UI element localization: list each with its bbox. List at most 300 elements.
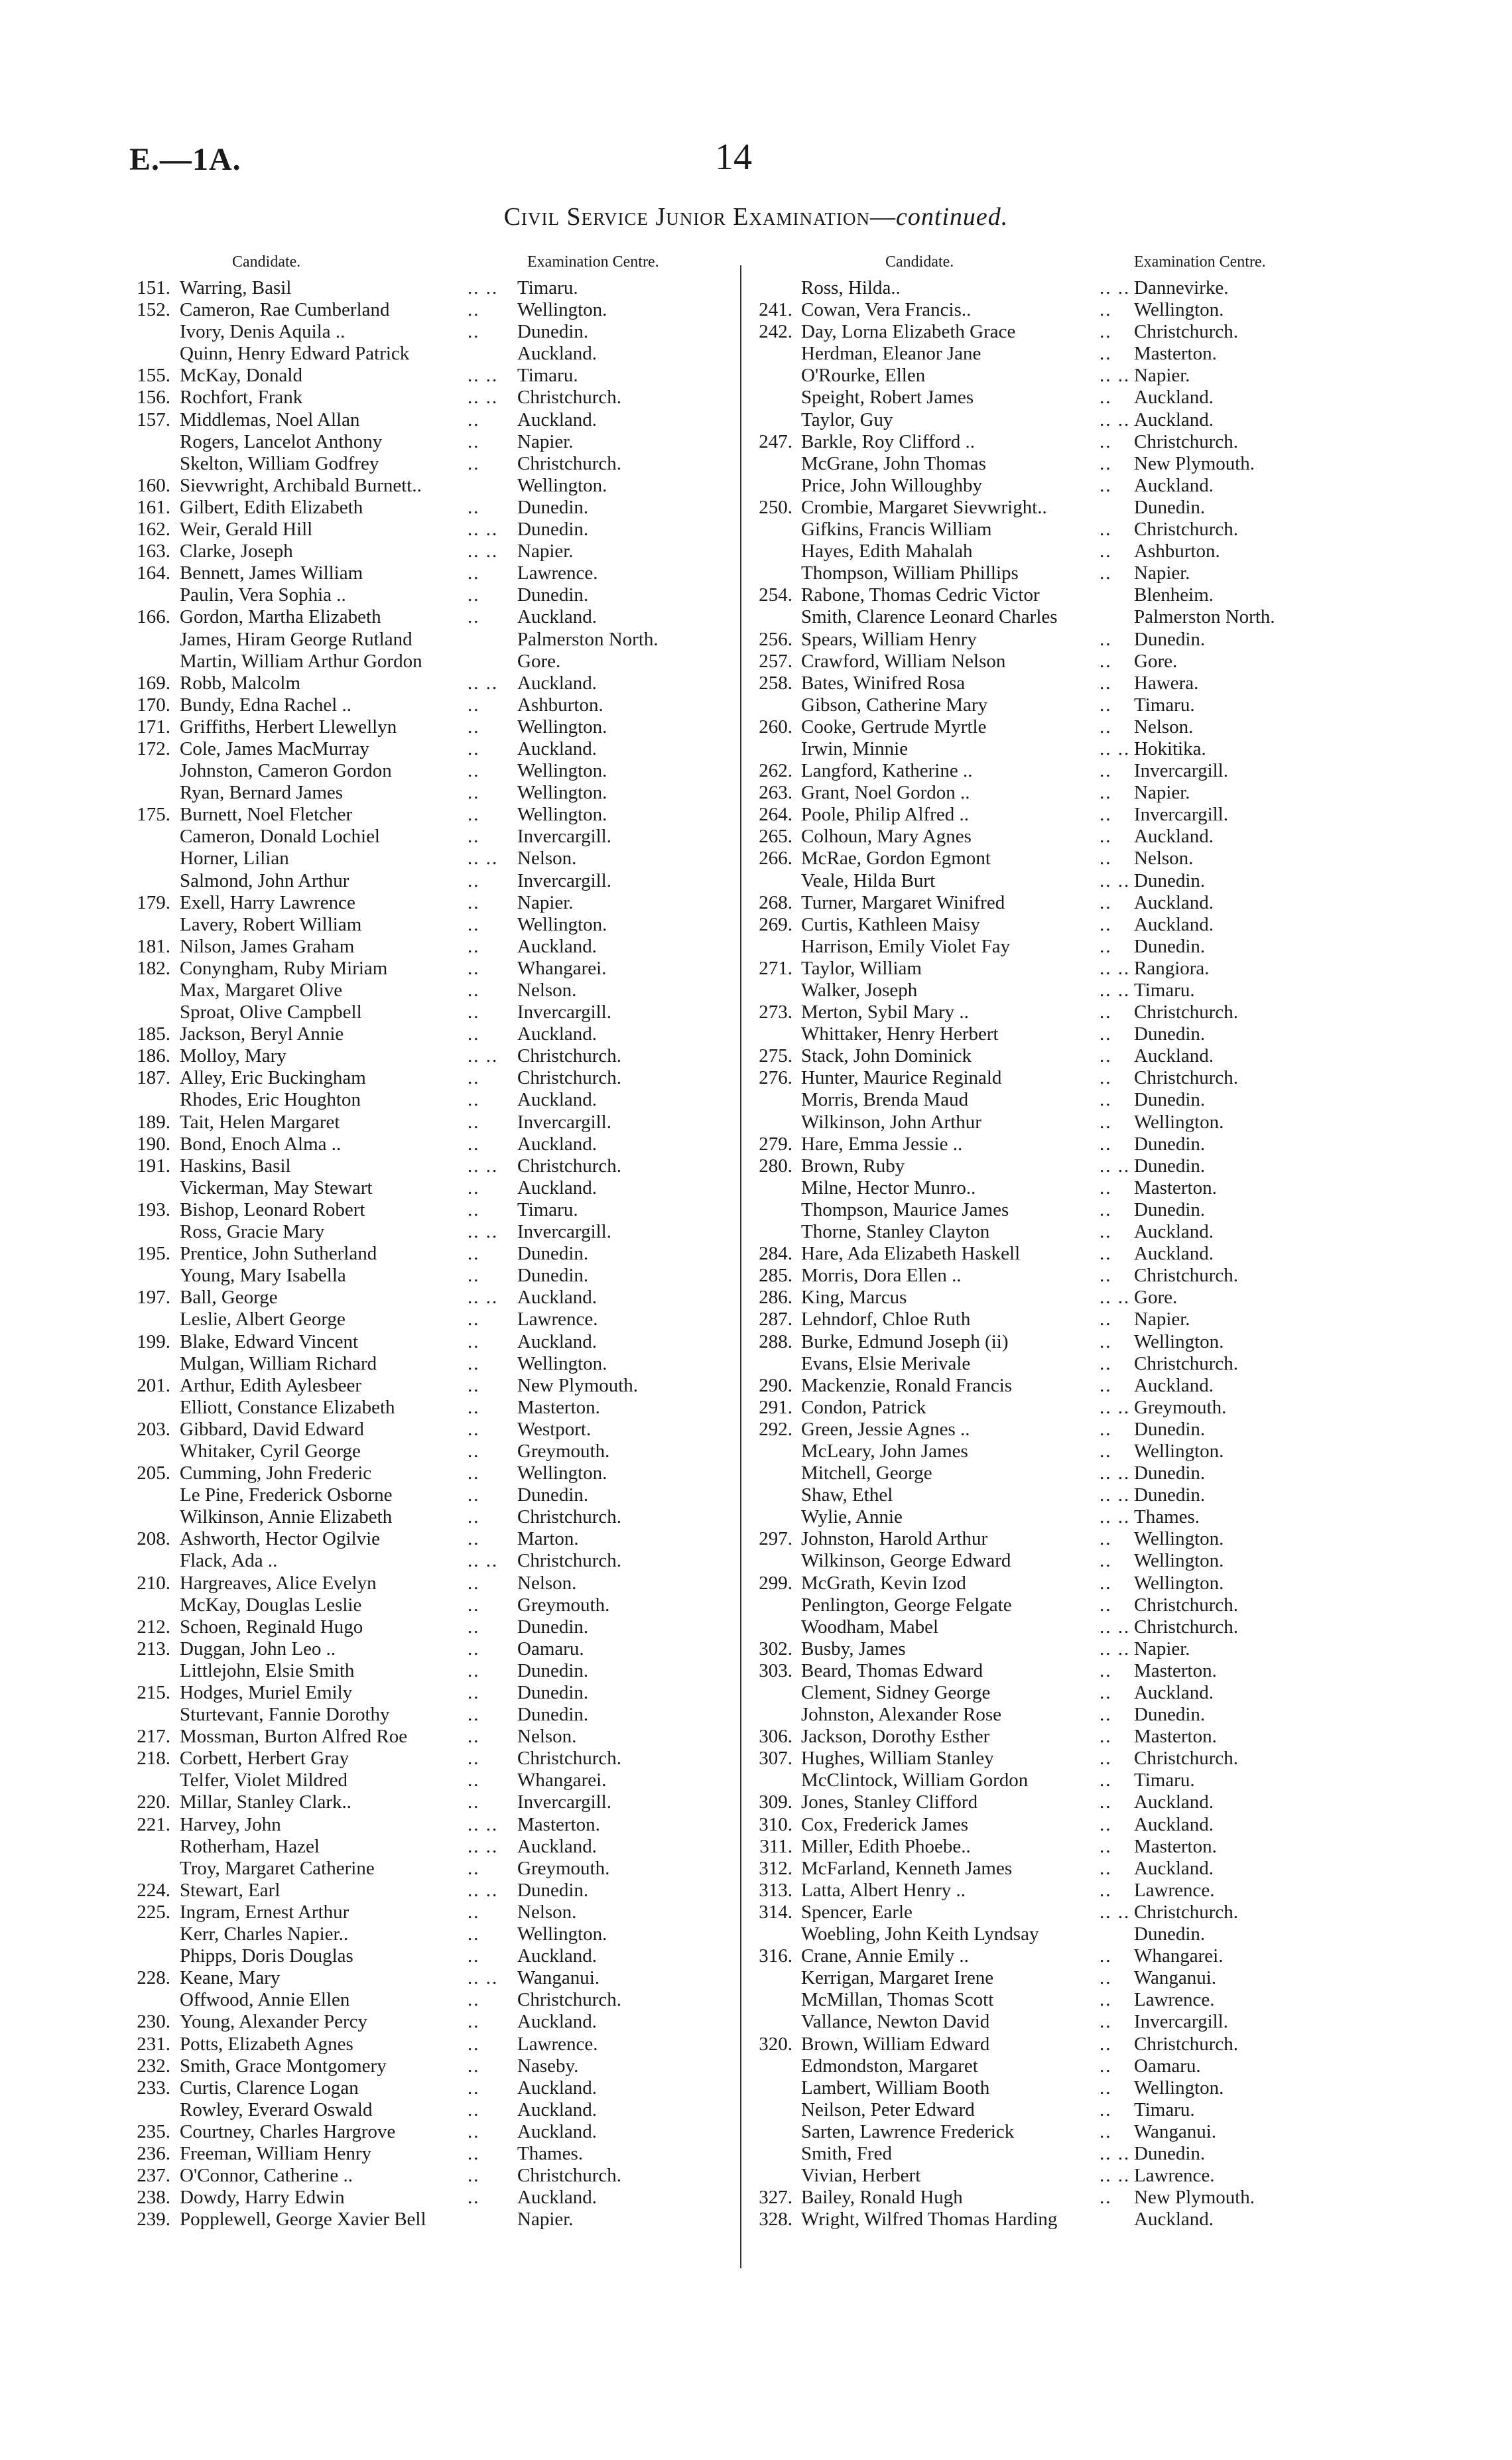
list-item: [129, 914, 749, 936]
leader-dots: ..: [468, 1309, 480, 1330]
leader-dots: ..: [1100, 2033, 1112, 2055]
candidate-number: 166.: [137, 606, 170, 628]
candidate-name: Cowan, Vera Francis..: [801, 299, 972, 321]
list-item: [749, 1177, 1386, 1199]
candidate-name: Edmondston, Margaret: [801, 2055, 978, 2077]
candidate-name: Salmond, John Arthur: [180, 870, 349, 891]
candidate-number: 273.: [759, 1002, 792, 1023]
examination-centre: Gore.: [1134, 650, 1178, 672]
leader-dots: .. ..: [1100, 1462, 1131, 1484]
candidate-number: 232.: [137, 2055, 170, 2077]
candidate-name: Thompson, William Phillips: [801, 562, 1019, 584]
candidate-number: 258.: [759, 672, 792, 694]
examination-centre: Lawrence.: [1134, 2165, 1215, 2187]
examination-centre: Dunedin.: [1134, 1923, 1206, 1945]
examination-centre: Greymouth.: [517, 1440, 610, 1462]
list-item: [749, 1506, 1386, 1528]
list-item: [749, 2209, 1386, 2231]
candidate-name: Sievwright, Archibald Burnett..: [180, 474, 422, 496]
list-item: [129, 1265, 749, 1287]
examination-centre: Wellington.: [517, 1352, 607, 1374]
examination-centre: Dunedin.: [1134, 1133, 1206, 1155]
candidate-header: Candidate.: [885, 253, 954, 271]
examination-centre: Wellington.: [1134, 299, 1224, 321]
candidate-name: Ryan, Bernard James: [180, 782, 344, 804]
leader-dots: .. ..: [468, 848, 499, 870]
candidate-number: 266.: [759, 848, 792, 870]
list-item: [129, 497, 749, 519]
leader-dots: ..: [1100, 2011, 1112, 2033]
leader-dots: ..: [1100, 1265, 1112, 1287]
examination-centre: Palmerston North.: [1134, 606, 1275, 628]
candidate-number: 195.: [137, 1243, 170, 1265]
candidate-name: Robb, Malcolm: [180, 672, 301, 694]
examination-centre: Dunedin.: [1134, 1023, 1206, 1045]
candidate-number: 299.: [759, 1572, 792, 1594]
examination-centre: Whangarei.: [1134, 1945, 1224, 1967]
leader-dots: ..: [468, 804, 480, 826]
examination-centre: Dunedin.: [517, 584, 589, 606]
leader-dots: ..: [1100, 562, 1112, 584]
candidate-name: Merton, Sybil Mary ..: [801, 1002, 969, 1023]
examination-centre: Dunedin.: [517, 519, 589, 541]
candidate-number: 247.: [759, 430, 792, 452]
list-item: [749, 1133, 1386, 1155]
examination-centre: Lawrence.: [517, 2033, 598, 2055]
leader-dots: ..: [1100, 519, 1112, 541]
leader-dots: ..: [468, 2033, 480, 2055]
list-item: [749, 606, 1386, 628]
list-item: [749, 1375, 1386, 1397]
leader-dots: ..: [1100, 891, 1112, 913]
left-column-header: [129, 253, 749, 277]
leader-dots: .. ..: [1100, 1396, 1131, 1418]
examination-centre: Invercargill.: [517, 870, 611, 891]
list-item: [129, 980, 749, 1002]
title-main: Civil Service Junior Examination—: [503, 203, 896, 231]
examination-centre: Nelson.: [517, 1901, 577, 1923]
leader-dots: .. ..: [468, 1221, 499, 1243]
examination-centre: Auckland.: [517, 1330, 597, 1352]
title-continued: continued.: [895, 203, 1009, 231]
list-item: [129, 2121, 749, 2143]
leader-dots: .. ..: [1100, 2142, 1131, 2164]
candidate-number: 276.: [759, 1067, 792, 1089]
examination-centre: Greymouth.: [1134, 1396, 1227, 1418]
candidate-number: 212.: [137, 1616, 170, 1638]
examination-centre: Masterton.: [517, 1813, 600, 1835]
leader-dots: ..: [468, 760, 480, 782]
examination-centre: Auckland.: [1134, 409, 1214, 430]
leader-dots: .. ..: [1100, 738, 1131, 759]
list-item: [749, 804, 1386, 826]
list-item: [129, 1594, 749, 1616]
leader-dots: ..: [1100, 1221, 1112, 1243]
list-item: [749, 365, 1386, 387]
leader-dots: ..: [1100, 1857, 1112, 1879]
candidate-name: Langford, Katherine ..: [801, 760, 973, 782]
leader-dots: ..: [468, 2011, 480, 2033]
candidate-name: Rowley, Everard Oswald: [180, 2099, 373, 2120]
examination-centre: Christchurch.: [1134, 430, 1239, 452]
leader-dots: ..: [468, 2142, 480, 2164]
leader-dots: ..: [1100, 2077, 1112, 2099]
list-item: [749, 1528, 1386, 1550]
examination-centre: Nelson.: [517, 1726, 577, 1748]
candidate-name: McGrane, John Thomas: [801, 452, 986, 474]
list-item: [129, 1989, 749, 2011]
candidate-name: Elliott, Constance Elizabeth: [180, 1396, 395, 1418]
leader-dots: .. ..: [1100, 409, 1131, 430]
candidate-number: 238.: [137, 2187, 170, 2209]
candidate-name: Wright, Wilfred Thomas Harding: [801, 2209, 1058, 2231]
examination-centre: Wellington.: [1134, 1550, 1224, 1572]
examination-centre: Christchurch.: [517, 1506, 622, 1528]
examination-centre: Masterton.: [1134, 1177, 1217, 1198]
examination-centre: Dunedin.: [1134, 2142, 1206, 2164]
candidate-name: O'Rourke, Ellen: [801, 365, 926, 387]
examination-centre: Dunedin.: [1134, 1198, 1206, 1220]
candidate-name: Freeman, William Henry: [180, 2142, 372, 2164]
candidate-name: Burnett, Noel Fletcher: [180, 804, 353, 826]
leader-dots: ..: [468, 452, 480, 474]
list-item: [129, 365, 749, 387]
candidate-name: Paulin, Vera Sophia ..: [180, 584, 346, 606]
candidate-number: 162.: [137, 519, 170, 541]
list-item: [749, 541, 1386, 562]
leader-dots: .. ..: [1100, 1638, 1131, 1659]
candidate-number: 314.: [759, 1901, 792, 1923]
leader-dots: ..: [468, 1089, 480, 1111]
examination-centre: Timaru.: [517, 365, 578, 387]
examination-centre: Napier.: [1134, 562, 1190, 584]
examination-centre: Christchurch.: [517, 1989, 622, 2011]
leader-dots: .. ..: [1100, 1901, 1131, 1923]
candidate-number: 263.: [759, 782, 792, 804]
candidate-name: Jones, Stanley Clifford: [801, 1791, 978, 1813]
examination-centre: Auckland.: [1134, 1857, 1214, 1879]
candidate-name: Stewart, Earl: [180, 1879, 281, 1901]
candidate-number: 260.: [759, 716, 792, 738]
candidate-name: Irwin, Minnie: [801, 738, 909, 759]
candidate-name: Harvey, John: [180, 1813, 281, 1835]
leader-dots: .. ..: [468, 1813, 499, 1835]
candidate-name: Troy, Margaret Catherine: [180, 1857, 375, 1879]
candidate-name: Morris, Brenda Maud: [801, 1089, 969, 1111]
candidate-number: 265.: [759, 826, 792, 848]
examination-centre: Dunedin.: [517, 1682, 589, 1703]
examination-centre: Wellington.: [1134, 1330, 1224, 1352]
candidate-name: Busby, James: [801, 1638, 906, 1659]
leader-dots: .. ..: [1100, 1287, 1131, 1309]
candidate-name: Telfer, Violet Mildred: [180, 1770, 348, 1791]
list-item: [129, 936, 749, 958]
examination-centre: Auckland.: [517, 1287, 597, 1309]
examination-centre: Dunedin.: [1134, 1155, 1206, 1177]
examination-centre: Greymouth.: [517, 1594, 610, 1616]
candidate-number: 231.: [137, 2033, 170, 2055]
candidate-name: Hare, Emma Jessie ..: [801, 1133, 963, 1155]
candidate-name: Woebling, John Keith Lyndsay: [801, 1923, 1039, 1945]
list-item: [129, 1660, 749, 1682]
leader-dots: .. ..: [1100, 1155, 1131, 1177]
candidate-name: Jackson, Dorothy Esther: [801, 1726, 990, 1748]
list-item: [129, 673, 749, 694]
examination-centre: Wellington.: [517, 1923, 607, 1945]
list-item: [129, 1419, 749, 1441]
leader-dots: ..: [1100, 343, 1112, 365]
candidate-name: Crane, Annie Emily ..: [801, 1945, 969, 1967]
examination-centre: Auckland.: [517, 1023, 597, 1045]
examination-centre: Napier.: [1134, 1638, 1190, 1659]
leader-dots: .. ..: [1100, 870, 1131, 891]
examination-centre: Christchurch.: [517, 387, 622, 409]
leader-dots: ..: [468, 1418, 480, 1440]
candidate-name: McClintock, William Gordon: [801, 1770, 1029, 1791]
list-item: [129, 1967, 749, 1989]
examination-centre: Auckland.: [1134, 2209, 1214, 2231]
examination-centre: Christchurch.: [517, 1067, 622, 1089]
list-item: [129, 629, 749, 651]
candidate-name: Warring, Basil: [180, 277, 292, 298]
candidate-number: 221.: [137, 1813, 170, 1835]
leader-dots: ..: [468, 1857, 480, 1879]
candidate-name: Johnston, Harold Arthur: [801, 1528, 988, 1550]
leader-dots: ..: [468, 409, 480, 430]
candidate-number: 280.: [759, 1155, 792, 1177]
list-item: [129, 1682, 749, 1704]
list-item: [749, 848, 1386, 870]
list-item: [749, 1155, 1386, 1177]
candidate-name: Rotherham, Hazel: [180, 1835, 320, 1857]
leader-dots: ..: [468, 321, 480, 343]
examination-centre: Wellington.: [1134, 1572, 1224, 1594]
list-item: [129, 2187, 749, 2209]
candidate-name: Condon, Patrick: [801, 1396, 926, 1418]
list-item: [129, 1638, 749, 1660]
leader-dots: ..: [1100, 1945, 1112, 1967]
list-item: [749, 2055, 1386, 2077]
leader-dots: ..: [468, 299, 480, 321]
candidate-number: 320.: [759, 2033, 792, 2055]
candidate-number: 328.: [759, 2209, 792, 2231]
list-item: [749, 1726, 1386, 1748]
examination-centre: Auckland.: [517, 1177, 597, 1198]
list-item: [129, 1506, 749, 1528]
candidate-name: Potts, Elizabeth Agnes: [180, 2033, 353, 2055]
list-item: [129, 409, 749, 431]
candidate-number: 302.: [759, 1638, 792, 1659]
candidate-name: Corbett, Herbert Gray: [180, 1748, 349, 1770]
candidate-name: Clarke, Joseph: [180, 541, 293, 562]
list-item: [129, 892, 749, 914]
list-item: [129, 453, 749, 475]
leader-dots: ..: [468, 957, 480, 979]
leader-dots: ..: [1100, 1704, 1112, 1726]
leader-dots: ..: [1100, 1726, 1112, 1748]
leader-dots: .. ..: [1100, 980, 1131, 1001]
list-item: [129, 299, 749, 321]
candidate-name: Horner, Lilian: [180, 848, 289, 870]
candidate-name: Latta, Albert Henry ..: [801, 1879, 966, 1901]
examination-centre: Blenheim.: [1134, 584, 1214, 606]
leader-dots: ..: [468, 1616, 480, 1638]
leader-dots: ..: [468, 1374, 480, 1396]
candidate-number: 220.: [137, 1791, 170, 1813]
list-item: [749, 2121, 1386, 2143]
examination-centre: Christchurch.: [517, 1155, 622, 1177]
examination-centre: Auckland.: [517, 738, 597, 759]
candidate-number: 306.: [759, 1726, 792, 1748]
candidate-number: 284.: [759, 1243, 792, 1265]
candidate-name: Middlemas, Noel Allan: [180, 409, 360, 430]
candidate-number: 185.: [137, 1023, 170, 1045]
leader-dots: ..: [1100, 1967, 1112, 1989]
examination-centre: Christchurch.: [517, 2165, 622, 2187]
candidate-name: Bishop, Leonard Robert: [180, 1198, 365, 1220]
candidate-name: Duggan, John Leo ..: [180, 1638, 336, 1659]
leader-dots: ..: [1100, 1879, 1112, 1901]
candidate-number: 287.: [759, 1309, 792, 1330]
candidate-name: Morris, Dora Ellen ..: [801, 1265, 962, 1287]
list-item: [749, 2187, 1386, 2209]
candidate-number: 197.: [137, 1287, 170, 1309]
examination-centre: Dunedin.: [517, 1879, 589, 1901]
candidate-name: Skelton, William Godfrey: [180, 452, 379, 474]
list-item: [129, 1375, 749, 1397]
candidate-number: 156.: [137, 387, 170, 409]
candidate-name: Offwood, Annie Ellen: [180, 1989, 350, 2011]
candidate-number: 233.: [137, 2077, 170, 2099]
leader-dots: ..: [1100, 1177, 1112, 1198]
candidate-number: 157.: [137, 409, 170, 430]
candidate-name: Hare, Ada Elizabeth Haskell: [801, 1243, 1021, 1265]
leader-dots: ..: [468, 716, 480, 738]
examination-centre: Christchurch.: [517, 1045, 622, 1067]
candidate-number: 311.: [759, 1835, 792, 1857]
list-item: [129, 848, 749, 870]
examination-centre: Christchurch.: [1134, 2033, 1239, 2055]
leader-dots: ..: [468, 935, 480, 957]
candidate-name: Woodham, Mabel: [801, 1616, 939, 1638]
list-item: [129, 1858, 749, 1880]
candidate-name: Curtis, Clarence Logan: [180, 2077, 359, 2099]
candidate-name: Mitchell, George: [801, 1462, 932, 1484]
leader-dots: .. ..: [1100, 2165, 1131, 2187]
leader-dots: ..: [468, 1484, 480, 1506]
candidate-number: 201.: [137, 1374, 170, 1396]
list-item: [129, 2209, 749, 2231]
candidate-number: 155.: [137, 365, 170, 387]
list-item: [129, 343, 749, 365]
candidate-number: 312.: [759, 1857, 792, 1879]
examination-centre: Auckland.: [1134, 1045, 1214, 1067]
leader-dots: ..: [468, 1704, 480, 1726]
examination-centre: Invercargill.: [1134, 804, 1228, 826]
examination-centre: Hokitika.: [1134, 738, 1206, 759]
list-item: [749, 1704, 1386, 1726]
leader-dots: ..: [1100, 1813, 1112, 1835]
leader-dots: ..: [1100, 2099, 1112, 2120]
candidate-number: 313.: [759, 1879, 792, 1901]
list-item: [129, 2143, 749, 2165]
examination-centre: Christchurch.: [1134, 321, 1239, 343]
list-item: [129, 2034, 749, 2055]
leader-dots: .. ..: [468, 365, 499, 387]
leader-dots: ..: [468, 826, 480, 848]
list-item: [749, 1748, 1386, 1770]
list-item: [749, 2034, 1386, 2055]
candidate-number: 292.: [759, 1418, 792, 1440]
candidate-number: 309.: [759, 1791, 792, 1813]
examination-centre: Auckland.: [517, 935, 597, 957]
candidate-number: 279.: [759, 1133, 792, 1155]
candidate-number: 288.: [759, 1330, 792, 1352]
examination-centre: Wellington.: [1134, 2077, 1224, 2099]
candidate-name: Poole, Philip Alfred ..: [801, 804, 969, 826]
examination-centre: Auckland.: [517, 2187, 597, 2209]
examination-centre: Auckland.: [1134, 1374, 1214, 1396]
leader-dots: .. ..: [468, 1045, 499, 1067]
leader-dots: ..: [1100, 1243, 1112, 1265]
candidate-number: 256.: [759, 628, 792, 650]
examination-centre: Whangarei.: [517, 1770, 607, 1791]
leader-dots: .. ..: [468, 1550, 499, 1572]
examination-centre: Timaru.: [517, 277, 578, 298]
leader-dots: ..: [468, 1177, 480, 1198]
candidate-number: 285.: [759, 1265, 792, 1287]
candidate-number: 170.: [137, 694, 170, 716]
candidate-number: 230.: [137, 2011, 170, 2033]
candidate-name: Blake, Edward Vincent: [180, 1330, 359, 1352]
leader-dots: ..: [468, 738, 480, 759]
list-item: [129, 1287, 749, 1309]
candidate-name: James, Hiram George Rutland: [180, 628, 412, 650]
examination-centre: Auckland.: [1134, 387, 1214, 409]
candidate-number: 171.: [137, 716, 170, 738]
candidate-number: 218.: [137, 1748, 170, 1770]
leader-dots: ..: [1100, 1089, 1112, 1111]
candidate-name: Turner, Margaret Winifred: [801, 891, 1005, 913]
list-item: [749, 1353, 1386, 1375]
leader-dots: .. ..: [1100, 277, 1131, 298]
candidate-name: Brown, William Edward: [801, 2033, 990, 2055]
leader-dots: ..: [1100, 913, 1112, 935]
list-item: [749, 958, 1386, 980]
list-item: [749, 1616, 1386, 1638]
leader-dots: ..: [1100, 430, 1112, 452]
leader-dots: ..: [468, 1396, 480, 1418]
list-item: [749, 738, 1386, 760]
list-item: [129, 1704, 749, 1726]
candidate-number: 235.: [137, 2120, 170, 2142]
list-item: [749, 1199, 1386, 1221]
left-column: [129, 253, 749, 2231]
leader-dots: ..: [468, 1133, 480, 1155]
list-item: [749, 497, 1386, 519]
list-item: [749, 651, 1386, 673]
examination-centre: Auckland.: [1134, 826, 1214, 848]
examination-centre: Nelson.: [517, 1572, 577, 1594]
examination-centre: Timaru.: [1134, 694, 1195, 716]
candidate-name: Vallance, Newton David: [801, 2011, 990, 2033]
candidate-name: Whitaker, Cyril George: [180, 1440, 361, 1462]
candidate-name: Gibbard, David Edward: [180, 1418, 364, 1440]
list-item: [749, 562, 1386, 584]
candidate-name: Miller, Edith Phoebe..: [801, 1835, 971, 1857]
leader-dots: ..: [468, 782, 480, 804]
candidate-number: 203.: [137, 1418, 170, 1440]
